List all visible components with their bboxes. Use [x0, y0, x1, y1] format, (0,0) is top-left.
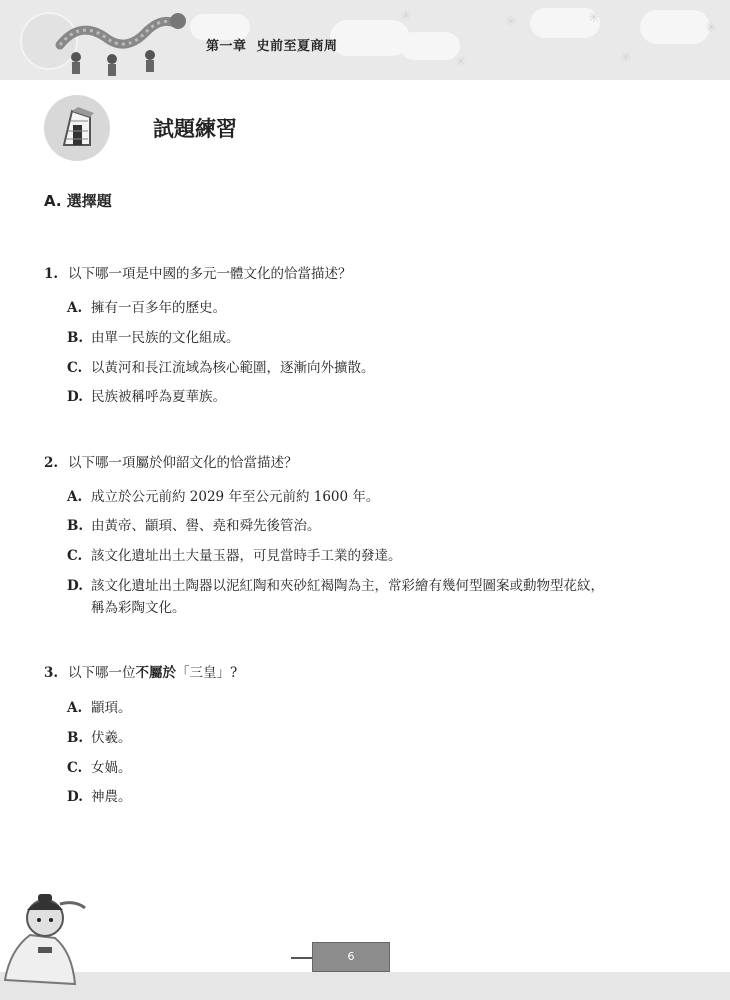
option-2a[interactable]: A. 成立於公元前約 2029 年至公元前約 1600 年。: [67, 489, 380, 505]
snowflake-icon: ✳: [455, 54, 467, 70]
option-3a[interactable]: A. 顓頊。: [67, 700, 132, 716]
option-2d-continuation: 稱為彩陶文化。: [91, 600, 186, 616]
question-number: 2.: [44, 455, 59, 471]
snowflake-icon: ✳: [400, 8, 412, 24]
option-1b[interactable]: B. 由單一民族的文化組成。: [67, 330, 240, 346]
footer-band: [0, 972, 730, 1000]
page-number-rule: [291, 957, 313, 959]
cloud-decoration: [330, 20, 410, 56]
chapter-title: 史前至夏商周: [256, 39, 338, 54]
part-title: A. 選擇題: [44, 192, 112, 210]
building-icon: [44, 95, 110, 161]
cloud-decoration: [640, 10, 710, 44]
option-1a[interactable]: A. 擁有一百多年的歷史。: [67, 300, 226, 316]
question-text: 以下哪一項屬於仰韶文化的恰當描述？: [68, 455, 298, 471]
section-title: 試題練習: [153, 117, 237, 141]
option-1c[interactable]: C. 以黃河和長江流域為核心範圍，逐漸向外擴散。: [67, 360, 375, 376]
snowflake-icon: ✳: [505, 14, 517, 30]
cloud-decoration: [400, 32, 460, 60]
option-2d[interactable]: D. 該文化遺址出土陶器以泥紅陶和夾砂紅褐陶為主，常彩繪有幾何型圖案或動物型花紋， 稱為彩陶文化。: [67, 575, 687, 619]
question-3: [44, 661, 237, 681]
question-text-after: 「三皇」?: [176, 665, 238, 681]
question-text-emphasis: 不屬於: [135, 665, 176, 681]
dragon-dance-illustration: [50, 5, 190, 80]
snowflake-icon: ✳: [588, 10, 600, 26]
option-1d[interactable]: D. 民族被稱呼為夏華族。: [67, 389, 226, 405]
question-number: 3.: [44, 665, 59, 681]
chapter-header: [206, 35, 338, 54]
chapter-label: 第一章: [206, 39, 247, 54]
option-3d[interactable]: D. 神農。: [67, 789, 132, 805]
option-2b[interactable]: B. 由黃帝、顓頊、嚳、堯和舜先後管治。: [67, 518, 321, 534]
warrior-illustration: [0, 880, 90, 990]
snowflake-icon: ✳: [705, 20, 717, 36]
option-2c[interactable]: C. 該文化遺址出土大量玉器，可見當時手工業的發達。: [67, 548, 402, 564]
header-band: [0, 0, 730, 80]
option-3c[interactable]: C. 女媧。: [67, 760, 132, 776]
page-number: 6: [312, 942, 390, 972]
question-1: [44, 262, 352, 282]
snowflake-icon: ✳: [620, 50, 632, 66]
question-2: [44, 451, 298, 471]
question-text: 以下哪一項是中國的多元一體文化的恰當描述？: [68, 266, 352, 282]
option-3b[interactable]: B. 伏羲。: [67, 730, 132, 746]
question-text-before: 以下哪一位: [68, 665, 136, 681]
question-number: 1.: [44, 266, 59, 282]
